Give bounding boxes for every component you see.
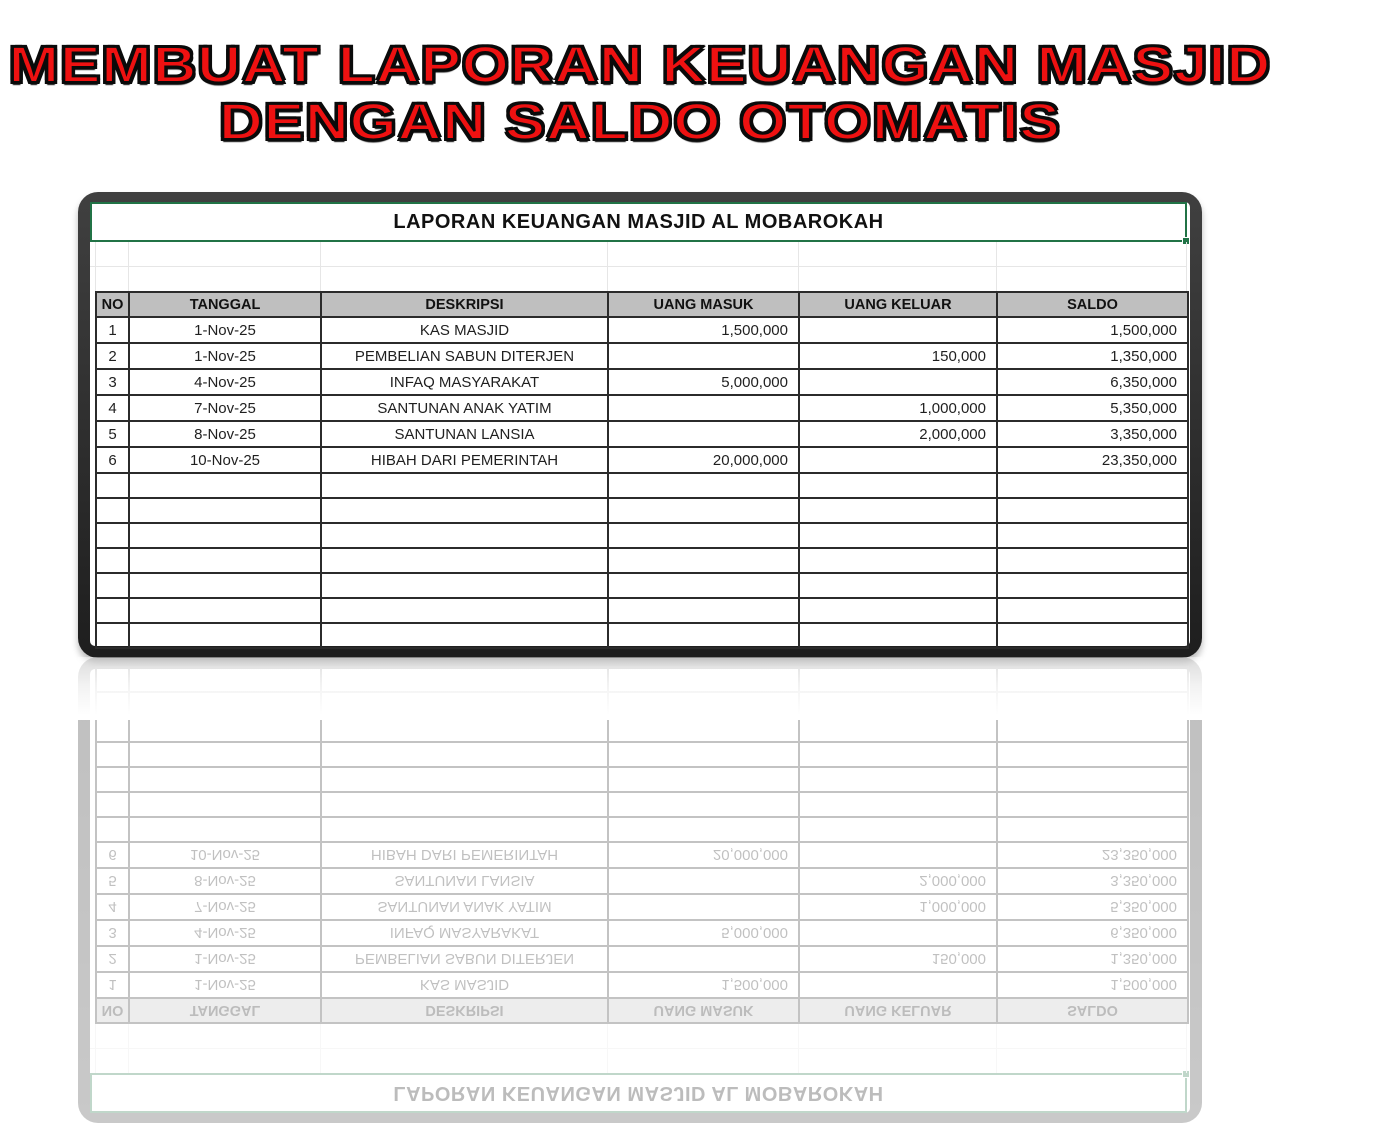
cell-empty[interactable] <box>321 598 608 623</box>
column-header[interactable]: DESKRIPSI <box>321 292 608 317</box>
cell-empty[interactable] <box>321 523 608 548</box>
cell-empty[interactable] <box>608 548 799 573</box>
table-reflection: LAPORAN KEUANGAN MASJID AL MOBAROKAH NO TANGGAL DESKRIPSI UANG MASUK UANG KELUAR SALDO 1 1-Nov-25 KAS MASJID 1,500,000 1,500,000 2 1-Nov-25 PEMBELIAN SABUN DITERJEN 150,000 1,350,000 3 4-Nov-25 INFAQ MASYARAKAT 5,000,000 6,350,000 4 7-Nov-25 SANTUNAN ANAK YATIM 1,000,000 5,350,000 5 8-Nov-25 SANTUNAN LANSIA 2,000,000 3,350,000 6 10-Nov-25 HIBAH DARI PEMERINTAH 20,000,000 23,350,000 <box>78 657 1202 720</box>
cell-no[interactable]: 3 <box>96 369 129 395</box>
cell-empty[interactable] <box>321 498 608 523</box>
column-header[interactable]: SALDO <box>997 292 1188 317</box>
cell-empty[interactable] <box>321 473 608 498</box>
cell-empty[interactable] <box>997 623 1188 648</box>
page-title <box>0 36 1280 150</box>
cell-empty[interactable] <box>129 523 321 548</box>
cell-empty[interactable] <box>799 548 997 573</box>
finance-table <box>95 291 1189 649</box>
cell-empty[interactable] <box>608 473 799 498</box>
cell-empty[interactable] <box>321 623 608 648</box>
cell-empty[interactable] <box>608 573 799 598</box>
table-row <box>96 421 1188 447</box>
cell-empty[interactable] <box>96 498 129 523</box>
cell-empty[interactable] <box>96 623 129 648</box>
cell-no[interactable]: 6 <box>96 447 129 473</box>
cell-saldo[interactable]: 23,350,000 <box>997 447 1188 473</box>
cell-no[interactable]: 5 <box>96 421 129 447</box>
cell-deskripsi[interactable]: INFAQ MASYARAKAT <box>321 369 608 395</box>
report-title-cell[interactable] <box>90 202 1187 242</box>
column-header[interactable]: TANGGAL <box>129 292 321 317</box>
cell-empty[interactable] <box>96 523 129 548</box>
cell-saldo[interactable]: 5,350,000 <box>997 395 1188 421</box>
cell-empty[interactable] <box>96 598 129 623</box>
cell-empty[interactable] <box>799 598 997 623</box>
cell-tanggal[interactable]: 1-Nov-25 <box>129 317 321 343</box>
cell-empty[interactable] <box>997 598 1188 623</box>
table-row <box>96 395 1188 421</box>
cell-saldo[interactable]: 6,350,000 <box>997 369 1188 395</box>
cell-uang-masuk[interactable] <box>608 343 799 369</box>
table-row-empty <box>96 548 1188 573</box>
cell-empty[interactable] <box>129 498 321 523</box>
cell-empty[interactable] <box>608 498 799 523</box>
cell-empty[interactable] <box>321 548 608 573</box>
cell-empty[interactable] <box>129 548 321 573</box>
cell-empty[interactable] <box>129 623 321 648</box>
cell-uang-masuk[interactable]: 1,500,000 <box>608 317 799 343</box>
cell-empty[interactable] <box>608 523 799 548</box>
column-header[interactable]: UANG MASUK <box>608 292 799 317</box>
column-header[interactable]: UANG KELUAR <box>799 292 997 317</box>
cell-empty[interactable] <box>96 548 129 573</box>
cell-tanggal[interactable]: 10-Nov-25 <box>129 447 321 473</box>
cell-saldo[interactable]: 3,350,000 <box>997 421 1188 447</box>
cell-uang-keluar[interactable]: 2,000,000 <box>799 421 997 447</box>
page-title-line-2: DENGAN SALDO OTOMATIS <box>219 93 1061 150</box>
table-row <box>96 369 1188 395</box>
table-row-empty <box>96 623 1188 648</box>
cell-uang-keluar[interactable] <box>799 317 997 343</box>
cell-uang-keluar[interactable] <box>799 369 997 395</box>
cell-empty[interactable] <box>997 498 1188 523</box>
cell-empty[interactable] <box>129 598 321 623</box>
cell-deskripsi[interactable]: SANTUNAN ANAK YATIM <box>321 395 608 421</box>
cell-deskripsi[interactable]: SANTUNAN LANSIA <box>321 421 608 447</box>
cell-empty[interactable] <box>997 473 1188 498</box>
cell-tanggal[interactable]: 8-Nov-25 <box>129 421 321 447</box>
cell-empty[interactable] <box>608 598 799 623</box>
cell-saldo[interactable]: 1,500,000 <box>997 317 1188 343</box>
table-frame <box>78 192 1202 658</box>
cell-deskripsi[interactable]: PEMBELIAN SABUN DITERJEN <box>321 343 608 369</box>
table-row-empty <box>96 598 1188 623</box>
table-body <box>96 317 1188 648</box>
cell-uang-keluar[interactable] <box>799 447 997 473</box>
header-row <box>96 292 1188 317</box>
cell-empty[interactable] <box>997 573 1188 598</box>
cell-no[interactable]: 4 <box>96 395 129 421</box>
table-row-empty <box>96 573 1188 598</box>
cell-deskripsi[interactable]: KAS MASJID <box>321 317 608 343</box>
cell-uang-keluar[interactable]: 150,000 <box>799 343 997 369</box>
column-header[interactable]: NO <box>96 292 129 317</box>
cell-empty[interactable] <box>799 498 997 523</box>
cell-uang-masuk[interactable] <box>608 395 799 421</box>
cell-empty[interactable] <box>96 573 129 598</box>
cell-empty[interactable] <box>608 623 799 648</box>
cell-empty[interactable] <box>799 573 997 598</box>
cell-uang-masuk[interactable] <box>608 421 799 447</box>
spreadsheet <box>90 202 1190 646</box>
cell-empty[interactable] <box>799 523 997 548</box>
cell-saldo[interactable]: 1,350,000 <box>997 343 1188 369</box>
cell-no[interactable]: 1 <box>96 317 129 343</box>
table-row-empty <box>96 473 1188 498</box>
cell-uang-masuk[interactable]: 5,000,000 <box>608 369 799 395</box>
cell-empty[interactable] <box>129 573 321 598</box>
cell-empty[interactable] <box>799 623 997 648</box>
cell-empty[interactable] <box>997 523 1188 548</box>
cell-empty[interactable] <box>96 473 129 498</box>
page-title-line-1: MEMBUAT LAPORAN KEUANGAN MASJID <box>8 36 1272 93</box>
cell-empty[interactable] <box>799 473 997 498</box>
table-row <box>96 447 1188 473</box>
gridline-spacer <box>90 242 1187 291</box>
cell-empty[interactable] <box>997 548 1188 573</box>
cell-tanggal[interactable]: 4-Nov-25 <box>129 369 321 395</box>
cell-no[interactable]: 2 <box>96 343 129 369</box>
cell-tanggal[interactable]: 1-Nov-25 <box>129 343 321 369</box>
cell-empty[interactable] <box>129 473 321 498</box>
table-row-empty <box>96 498 1188 523</box>
cell-empty[interactable] <box>321 573 608 598</box>
cell-tanggal[interactable]: 7-Nov-25 <box>129 395 321 421</box>
table-row <box>96 343 1188 369</box>
cell-uang-masuk[interactable]: 20,000,000 <box>608 447 799 473</box>
cell-deskripsi[interactable]: HIBAH DARI PEMERINTAH <box>321 447 608 473</box>
table-row <box>96 317 1188 343</box>
table-row-empty <box>96 523 1188 548</box>
cell-uang-keluar[interactable]: 1,000,000 <box>799 395 997 421</box>
report-title: LAPORAN KEUANGAN MASJID AL MOBAROKAH <box>393 211 884 233</box>
